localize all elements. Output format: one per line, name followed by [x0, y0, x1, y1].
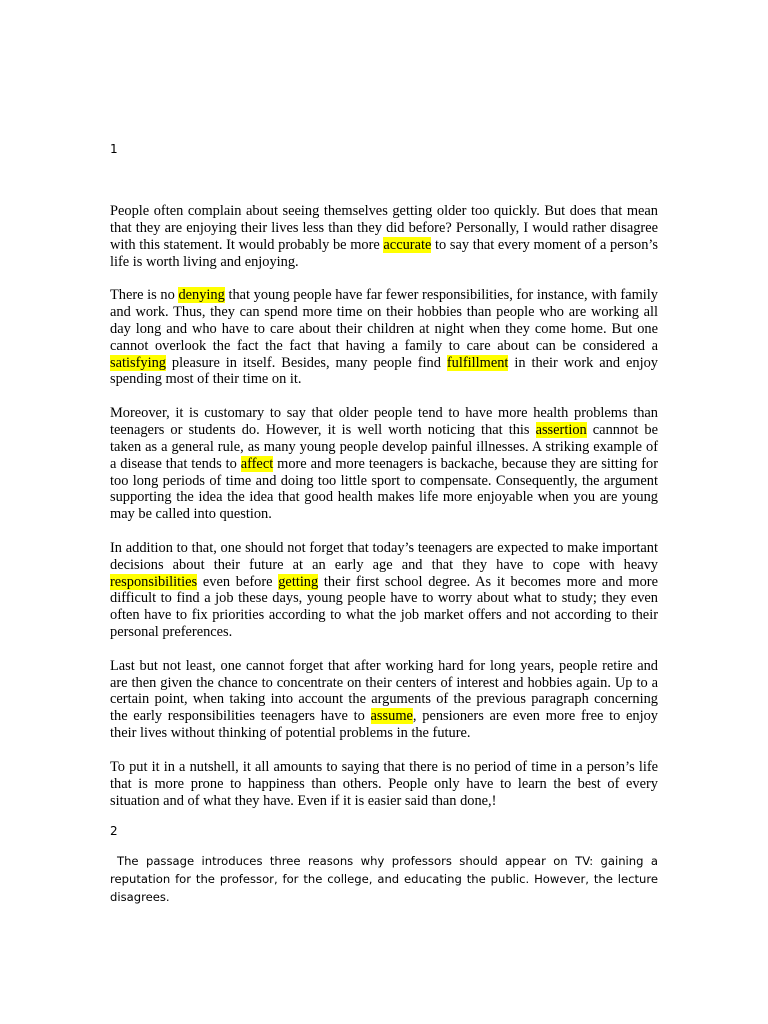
text-run: Last but not least, one cannot forget that after working hard for long years, people retire and are then given the chance to concentrate on their centers of interest and hobbies again. Up to a certain point, when taking into account the arguments of the previous paragraph concerning the early responsibilities teenagers have to	[110, 657, 658, 725]
essay-paragraph	[110, 658, 658, 742]
text-run: There is no	[110, 287, 179, 304]
text-run: that young people have far fewer responsibilities, for instance, with family and work. Thus, they can spend more time on their hobbies than people who are working all day long and who have to care about their children at night when they come home. But one cannot overlook the fact the fact that having a family to care about can be considered a	[110, 287, 658, 354]
text-run: their first school degree. As it becomes more and more difficult to find a job these days, young people have to worry about what to study; they even often have to fix priorities according to what the job market offers and not according to their personal preferences.	[110, 573, 658, 641]
essay-paragraph	[110, 405, 658, 523]
text-run: In addition to that, one should not forget that today’s teenagers are expected to make important decisions about their future at an early age and that they have to cope with heavy	[110, 539, 658, 573]
text-run: to say that every moment of a person’s life is worth living and enjoying.	[110, 236, 658, 270]
essay-paragraph	[110, 287, 658, 388]
text-run: cannnot be taken as a general rule, as many young people develop painful illnesses. A striking example of a disease that tends to	[110, 421, 658, 472]
text-run: To put it in a nutshell, it all amounts to saying that there is no period of time in a person’s life that is more prone to happiness than others. People only have to learn the best of every situation and of what they have. Even if it is easier said than done,!	[110, 758, 658, 809]
text-run: pleasure in itself. Besides, many people find	[165, 354, 447, 371]
essay-paragraph	[110, 759, 658, 810]
text-run: People often complain about seeing themselves getting older too quickly. But does that mean that they are enjoying their lives less than they did before? Personally, I would rather disagree with this statement. It would probably be more	[110, 203, 658, 253]
text-run: more and more teenagers is backache, because they are sitting for too long periods of time and doing too little sport to compensate. Consequently, the argument supporting the idea the idea that good health makes life more enjoyable when you are young may be called into question.	[110, 455, 658, 523]
essay-paragraph	[110, 203, 658, 270]
highlighted-word: accurate	[383, 236, 432, 253]
section-number: 2	[110, 824, 118, 838]
section-number: 1	[110, 142, 118, 156]
text-run: Moreover, it is customary to say that older people tend to have more health problems than teenagers or students do. However, it is well worth noticing that this	[110, 405, 658, 438]
essay-body	[110, 203, 658, 826]
highlighted-word: assertion	[535, 421, 587, 438]
text-run: even before	[197, 573, 279, 590]
highlighted-word: responsibilities	[110, 573, 198, 590]
answer-paragraph: The passage introduces three reasons why professors should appear on TV: gaining a reputation for the professor, for the college, and educating the public. However, the lecture disagrees.	[110, 854, 658, 904]
highlighted-word: assume	[370, 708, 413, 725]
highlighted-word: satisfying	[110, 354, 166, 371]
highlighted-word: getting	[278, 573, 319, 590]
highlighted-word: affect	[240, 455, 274, 472]
highlighted-word: denying	[178, 287, 225, 304]
text-run: in their work and enjoy spending most of their time on it.	[110, 354, 658, 388]
essay-paragraph	[110, 540, 658, 641]
highlighted-word: fulfillment	[446, 354, 509, 371]
text-run: , pensioners are even more free to enjoy their lives without thinking of potential problems in the future.	[110, 708, 658, 742]
